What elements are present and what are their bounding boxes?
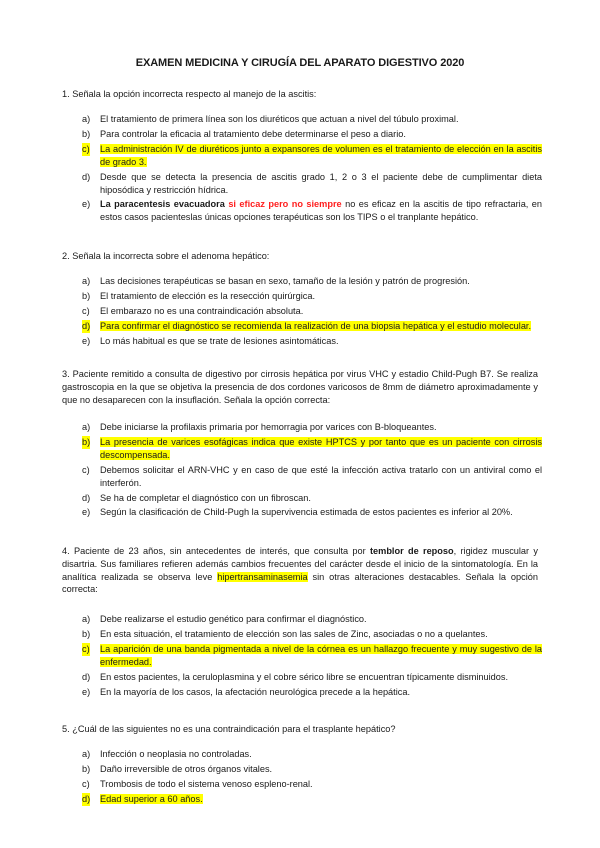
highlighted-answer: La aparición de una banda pigmentada a nivel de la córnea es un hallazgo frecuente y muy sugestivo de la enfermedad.: [100, 643, 542, 667]
option-5c: c) Trombosis de todo el sistema venoso espleno-renal.: [82, 778, 313, 789]
question-4-stem: 4. Paciente de 23 años, sin antecedentes de interés, que consulta por temblor de reposo, rigidez muscular y disartria. Sus familiares refieren además cambios frecuentes del carácter desde el inicio de la sintomatología. En la analítica realizada se observa leve hipertransaminasemia sin otras alteraciones destacables. Señala la opción correcta:: [62, 546, 538, 595]
option-3d: d) Se ha de completar el diagnóstico con un fibroscan.: [82, 492, 311, 503]
option-2e: e) Lo más habitual es que se trate de lesiones asintomáticas.: [82, 335, 339, 346]
highlighted-answer: Edad superior a 60 años.: [100, 793, 203, 804]
option-4e: e) En la mayoría de los casos, la afectación neurológica precede a la hepática.: [82, 686, 411, 697]
option-4d: d) En estos pacientes, la ceruloplasmina y el cobre sérico libre se encuentran típicamente disminuidos.: [82, 671, 509, 682]
option-5d: d) Edad superior a 60 años.: [82, 793, 203, 804]
page-title: EXAMEN MEDICINA Y CIRUGÍA DEL APARATO DIGESTIVO 2020: [135, 57, 465, 69]
question-3-stem: 3. Paciente remitido a consulta de digestivo por cirrosis hepática por virus VHC y estadio Child-Pugh B7. Se realiza gastroscopia en la que se objetiva la presencia de dos cordones varicosos de 8mm de diámetro aproximadamente y que no desaparecen con la insuflación. Señala la opción correcta:: [62, 369, 538, 405]
highlighted-answer: La administración IV de diuréticos junto a expansores de volumen es el tratamiento de elección en la ascitis de grado 3.: [100, 143, 542, 167]
red-correction-note: si eficaz pero no siempre: [228, 199, 342, 210]
option-5b: b) Daño irreversible de otros órganos vitales.: [82, 763, 273, 774]
option-1b: b) Para controlar la eficacia al tratamiento debe determinarse el peso a diario.: [82, 128, 406, 139]
option-1a: a) El tratamiento de primera línea son los diuréticos que actuan a nivel del túbulo proximal.: [82, 114, 459, 124]
highlighted-answer: Para confirmar el diagnóstico se recomienda la realización de una biopsia hepática y el estudio molecular.: [100, 320, 532, 331]
question-5-options: [82, 748, 542, 806]
option-2d: d) Para confirmar el diagnóstico se recomienda la realización de una biopsia hepática y el estudio molecular.: [82, 320, 532, 331]
option-4a: a) Debe realizarse el estudio genético para confirmar el diagnóstico.: [82, 614, 367, 624]
option-5a: a) Infección o neoplasia no controladas.: [82, 749, 252, 759]
option-3c: c) Debemos solicitar el ARN-VHC y en caso de que esté la infección activa tratarlo con un antiviral como el interferón.: [82, 464, 542, 488]
option-3e: e) Según la clasificación de Child-Pugh la supervivencia estimada de estos pacientes es inferior al 20%.: [82, 507, 513, 518]
option-1e: e) La paracentesis evacuadora si eficaz pero no siempre no es eficaz en la ascitis de tipo refractaria, en estos casos pacienteslas únicas opciones terapéuticas son los TIPS o el tranplante hepático.: [82, 199, 543, 223]
option-3a: a) Debe iniciarse la profilaxis primaria por hemorragia por varices con B-bloqueantes.: [82, 422, 437, 432]
option-3b: b) La presencia de varices esofágicas indica que existe HPTCS y por tanto que es un paciente con cirrosis descompensada.: [82, 436, 542, 460]
question-5-stem: 5. ¿Cuál de las siguientes no es una contraindicación para el trasplante hepático?: [62, 724, 396, 734]
highlighted-term: hipertransaminasemia: [217, 571, 308, 582]
option-4b: b) En esta situación, el tratamiento de elección son las sales de Zinc, asociadas o no a quelantes.: [82, 628, 488, 639]
highlighted-answer: La presencia de varices esofágicas indica que existe HPTCS y por tanto que es un paciente con cirrosis descompensada.: [100, 436, 542, 460]
question-2-options: [82, 275, 542, 348]
question-3-options: [82, 421, 542, 519]
option-2c: c) El embarazo no es una contraindicación absoluta.: [82, 305, 304, 316]
question-2-stem: 2. Señala la incorrecta sobre el adenoma hepático:: [62, 251, 270, 261]
option-4c: c) La aparición de una banda pigmentada a nivel de la córnea es un hallazgo frecuente y muy sugestivo de la enfermedad.: [82, 643, 542, 667]
option-1c: c) La administración IV de diuréticos junto a expansores de volumen es el tratamiento de elección en la ascitis de grado 3.: [82, 143, 542, 167]
option-2a: a) Las decisiones terapéuticas se basan en sexo, tamaño de la lesión y patrón de progresión.: [82, 276, 470, 286]
question-1-stem: 1. Señala la opción incorrecta respecto al manejo de la ascitis:: [62, 89, 317, 99]
question-4-options: [82, 613, 542, 698]
option-2b: b) El tratamiento de elección es la resección quirúrgica.: [82, 290, 315, 301]
option-1d: d) Desde que se detecta la presencia de ascitis grado 1, 2 o 3 el paciente debe de cumplimentar dieta hiposódica y restricción hídrica.: [82, 171, 542, 195]
question-1-options: [82, 113, 542, 224]
